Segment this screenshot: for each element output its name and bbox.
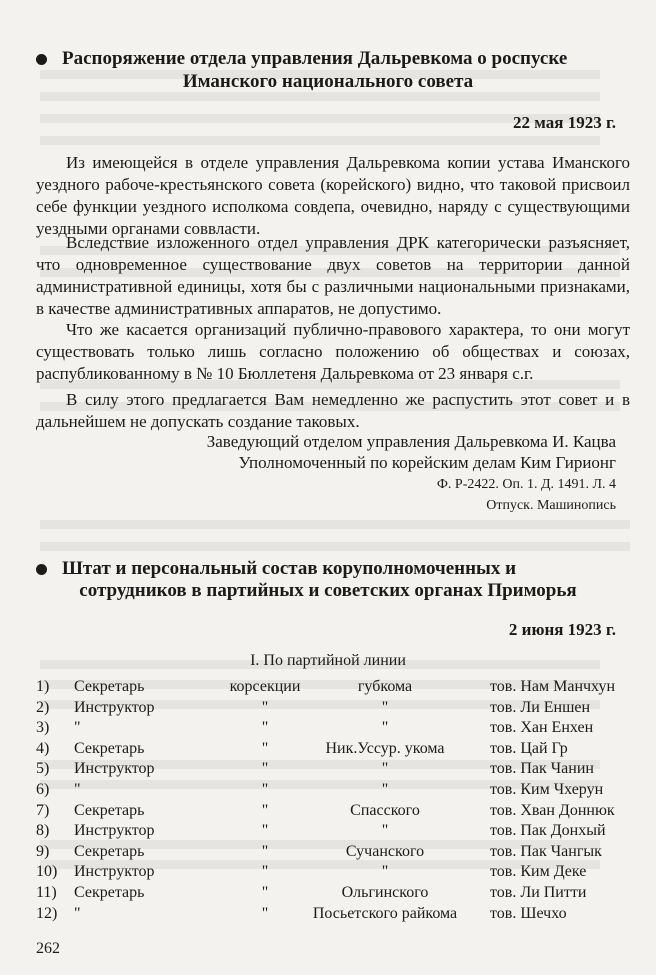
row-col3: ": [381, 863, 389, 881]
row-person: тов. Пак Чангык: [490, 842, 602, 860]
row-position: Инструктор: [74, 760, 155, 778]
row-num: 6): [36, 781, 50, 798]
row-col2: ": [261, 822, 269, 840]
row-position: Секретарь: [74, 678, 145, 695]
doc1-signature-head: Заведующий отделом управления Дальревкома И. Кацва: [206, 432, 616, 451]
row-col2: ": [261, 760, 269, 778]
row-col3: Спасского: [350, 801, 420, 819]
row-col3: губкома: [357, 678, 413, 695]
bullet-icon: [36, 54, 47, 65]
row-col3: Сучанского: [345, 842, 425, 860]
doc2-title-line1: Штат и персональный состав коруполномоченных и: [62, 558, 517, 579]
row-position: Секретарь: [74, 801, 145, 819]
bullet-icon: [36, 564, 47, 575]
doc1-title-line1: Распоряжение отдела управления Дальревкома о роспуске: [62, 48, 568, 69]
doc2-section-heading: I. По партийной линии: [250, 652, 406, 669]
doc1-archive-reference: Ф. Р-2422. Оп. 1. Д. 1491. Л. 4: [436, 477, 616, 492]
row-col3: ": [381, 719, 389, 737]
row-col3: Ольгинского: [341, 884, 429, 901]
row-position: ": [74, 781, 81, 798]
row-col3: Посьетского райкома: [312, 904, 458, 922]
row-col2: ": [261, 904, 269, 922]
row-person: тов. Ким Чхерун: [490, 781, 604, 798]
row-person: тов. Нам Манчхун: [490, 678, 616, 695]
row-col3: Ник.Уссур. укома: [325, 739, 445, 757]
row-num: 2): [36, 698, 50, 716]
doc1-copy-note: Отпуск. Машинопись: [486, 498, 616, 513]
row-person: тов. Ким Деке: [490, 863, 587, 881]
doc1-title-line2: Иманского национального совета: [182, 71, 474, 92]
row-person: тов. Хван Доннюк: [490, 801, 615, 819]
doc1-date: 22 мая 1923 г.: [513, 113, 616, 132]
doc1-paragraph-1: Из имеющейся в отделе управления Дальревкома копии устава Иманского уездного рабоче-крестьянского совета (корейского) видно, что таковой присвоил себе функции уездного исполкома совдепа, очевидно, наряду с существующими уездными органами соввласти.: [36, 153, 630, 238]
row-person: тов. Цай Гр: [490, 739, 568, 757]
row-person: тов. Хан Енхен: [490, 719, 594, 737]
row-col2: ": [261, 698, 269, 716]
row-person: тов. Шечхо: [490, 904, 567, 922]
row-col2: корсекции: [229, 678, 301, 695]
row-person: тов. Пак Донхый: [490, 822, 606, 840]
row-col3: ": [381, 822, 389, 840]
row-col2: ": [261, 719, 269, 737]
row-num: 1): [36, 678, 50, 695]
row-num: 11): [36, 884, 57, 901]
row-person: тов. Ли Питти: [490, 884, 587, 901]
row-col2: ": [261, 739, 269, 757]
row-col2: ": [261, 781, 269, 798]
row-col3: ": [381, 760, 389, 778]
row-num: 8): [36, 822, 50, 840]
row-num: 7): [36, 801, 50, 819]
doc2-title-line2: сотрудников в партийных и советских органах Приморья: [79, 580, 577, 601]
row-col3: ": [381, 781, 389, 798]
page-number: 262: [36, 940, 60, 957]
row-person: тов. Ли Еншен: [490, 698, 591, 716]
row-num: 5): [36, 760, 50, 778]
row-position: ": [74, 904, 81, 922]
row-num: 9): [36, 842, 50, 860]
row-col2: ": [261, 884, 269, 901]
row-position: Секретарь: [74, 842, 145, 860]
row-col2: ": [261, 842, 269, 860]
row-person: тов. Пак Чанин: [490, 760, 594, 778]
row-col2: ": [261, 801, 269, 819]
doc1-paragraph-2: Вследствие изложенного отдел управления ДРК категорически разъясняет, что одновременное существование двух советов на территории данной административной единицы, хотя бы с различными национальными признаками, в качестве административных аппаратов, не допустимо.: [36, 233, 630, 318]
row-col2: ": [261, 863, 269, 881]
row-num: 10): [36, 863, 58, 881]
row-position: Инструктор: [74, 863, 155, 881]
row-num: 12): [36, 904, 58, 922]
row-position: ": [74, 719, 81, 737]
row-col3: ": [381, 698, 389, 716]
doc1-paragraph-3: Что же касается организаций публично-правового характера, то они могут существовать только лишь согласно положению об обществах и союзах, распубликованному в № 10 Бюллетеня Дальревкома от 23 января с.г.: [36, 320, 630, 383]
doc1-signature-plenipotentiary: Уполномоченный по корейским делам Ким Гирионг: [238, 453, 616, 472]
row-num: 4): [36, 739, 50, 757]
row-position: Инструктор: [74, 822, 155, 840]
doc1-paragraph-4: В силу этого предлагается Вам немедленно же распустить этот совет и в дальнейшем не допускать создание таковых.: [36, 390, 630, 431]
row-position: Инструктор: [74, 698, 155, 716]
row-num: 3): [36, 719, 50, 737]
row-position: Секретарь: [74, 884, 145, 901]
doc2-date: 2 июня 1923 г.: [508, 620, 616, 639]
row-position: Секретарь: [74, 739, 145, 757]
